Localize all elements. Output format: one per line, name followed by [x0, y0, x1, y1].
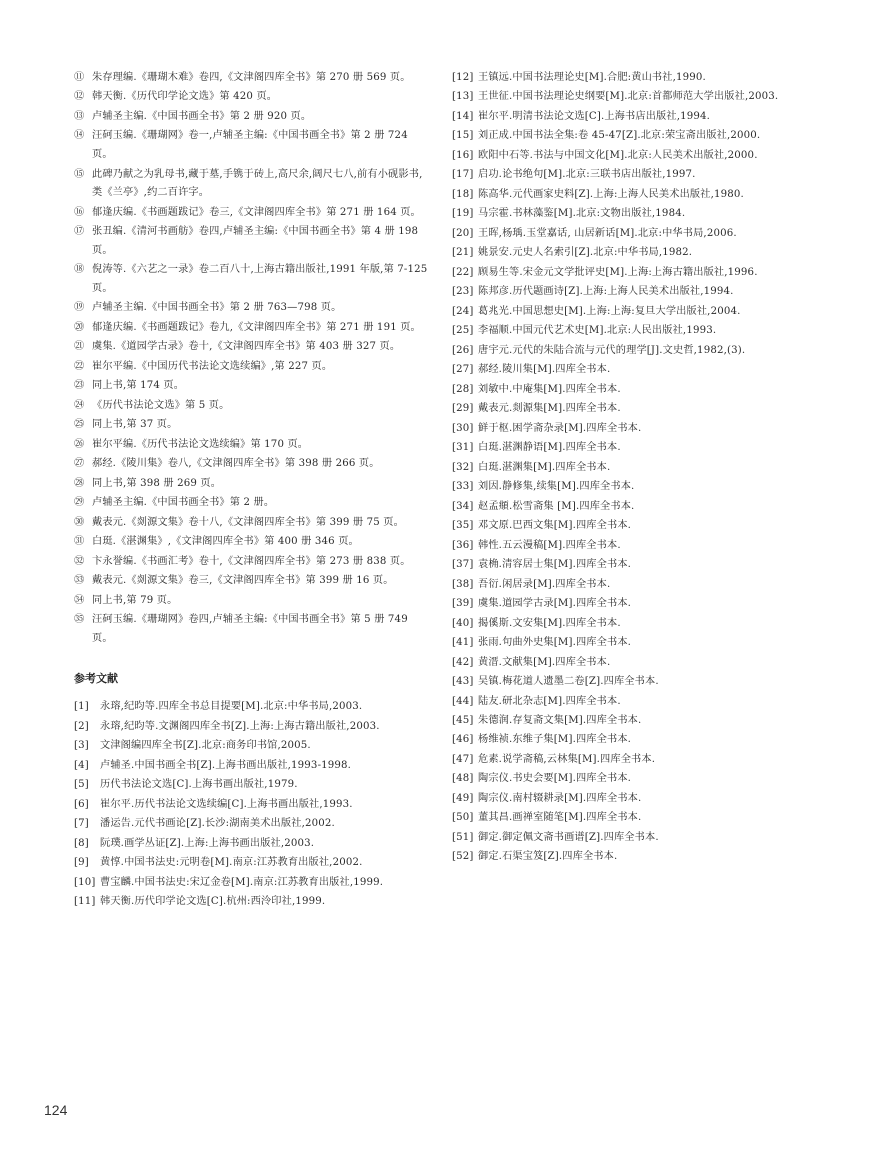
reference-number: [12]	[452, 72, 474, 83]
reference-entry	[452, 322, 802, 341]
note-text: 同上书,第 398 册 269 页。	[92, 477, 222, 489]
reference-number: [34]	[452, 500, 474, 512]
page-number: 124	[44, 1102, 68, 1118]
reference-entry	[452, 790, 802, 809]
reference-text: 赵孟頫.松雪斋集 [M].四库全书本.	[478, 500, 635, 512]
note-text: 汪砢玉编.《珊瑚网》卷一,卢辅圣主编:《中国书画全书》第 2 册 724 页。	[92, 130, 408, 161]
reference-entry	[452, 342, 802, 361]
reference-text: 白珽.湛渊静语[M].四库全书本.	[478, 442, 621, 454]
note-text: 卢辅圣主编.《中国书画全书》第 2 册。	[92, 497, 275, 509]
reference-number: [21]	[452, 247, 474, 259]
reference-entry	[452, 517, 802, 536]
note-text: 同上书,第 37 页。	[92, 419, 178, 431]
note-entry	[74, 69, 428, 88]
note-text: 崔尔平编.《中国历代书法论文选续编》,第 227 页。	[92, 360, 333, 372]
reference-text: 崔尔平.历代书法论文选续编[C].上海书画出版社,1993.	[100, 798, 353, 810]
references-list-left	[74, 698, 428, 911]
reference-entry	[452, 556, 802, 575]
reference-entry	[452, 615, 802, 634]
reference-number: [19]	[452, 208, 474, 220]
reference-number: [32]	[452, 461, 474, 473]
note-number: ㉓	[74, 380, 85, 392]
note-number: ㉛	[74, 536, 85, 548]
note-number: ㉙	[74, 497, 85, 509]
reference-text: 李福顺.中国元代艺术史[M].北京:人民出版社,1993.	[478, 325, 717, 337]
reference-entry	[452, 770, 802, 789]
reference-number: [5]	[74, 779, 89, 791]
reference-text: 王晖,杨瑀.玉堂嘉话, 山居新话[M].北京:中华书局,2006.	[478, 227, 737, 239]
reference-number: [51]	[452, 831, 474, 843]
reference-entry	[74, 835, 428, 854]
note-entry	[74, 494, 428, 513]
reference-text: 黄惇.中国书法史:元明卷[M].南京:江苏教育出版社,2002.	[100, 857, 363, 869]
reference-number: [35]	[452, 520, 474, 532]
note-entry	[74, 533, 428, 552]
reference-text: 启功.论书绝句[M].北京:三联书店出版社,1997.	[478, 169, 696, 181]
reference-number: [44]	[452, 695, 474, 707]
reference-text: 陈邦彦.历代题画诗[Z].上海:上海人民美术出版社,1994.	[478, 286, 734, 298]
note-number: ⑫	[74, 91, 85, 103]
reference-entry	[74, 796, 428, 815]
reference-number: [29]	[452, 403, 474, 415]
note-entry	[74, 397, 428, 416]
note-number: ㉜	[74, 555, 85, 567]
note-entry	[74, 166, 428, 203]
reference-entry	[74, 737, 428, 756]
reference-entry	[452, 829, 802, 848]
reference-entry	[452, 283, 802, 302]
reference-text: 御定.御定佩文斋书画谱[Z].四库全书本.	[478, 831, 659, 843]
reference-entry	[452, 69, 802, 88]
reference-number: [13]	[452, 91, 474, 103]
reference-text: 戴表元.剡源集[M].四库全书本.	[478, 403, 621, 415]
reference-text: 王世征.中国书法理论史纲要[M].北京:首都师范大学出版社,2003.	[478, 91, 779, 103]
reference-entry	[74, 776, 428, 795]
note-number: ⑮	[74, 168, 85, 180]
note-text: 虞集.《道园学古录》卷十,《文津阁四库全书》第 403 册 327 页。	[92, 341, 401, 353]
reference-text: 卢辅圣.中国书画全书[Z].上海书画出版社,1993-1998.	[100, 759, 352, 771]
reference-text: 永瑢,纪昀等.文渊阁四库全书[Z].上海:上海古籍出版社,2003.	[100, 720, 380, 732]
reference-entry	[452, 595, 802, 614]
note-entry	[74, 261, 428, 298]
note-number: ⑱	[74, 264, 85, 276]
reference-entry	[452, 731, 802, 750]
reference-number: [17]	[452, 169, 474, 181]
reference-number: [45]	[452, 714, 474, 726]
reference-number: [43]	[452, 676, 474, 688]
left-column	[74, 69, 428, 913]
reference-text: 吾衍.闲居录[M].四库全书本.	[478, 578, 611, 590]
reference-text: 朱德润.存复斋文集[M].四库全书本.	[478, 714, 642, 726]
note-text: 戴表元.《剡源文集》卷三,《文津阁四库全书》第 399 册 16 页。	[92, 575, 394, 587]
reference-text: 阮璞.画学丛证[Z].上海:上海书画出版社,2003.	[100, 837, 315, 849]
note-text: 郁逢庆编.《书画题跋记》卷三,《文津阁四库全书》第 271 册 164 页。	[92, 206, 421, 218]
note-entry	[74, 88, 428, 107]
reference-entry	[452, 848, 802, 867]
reference-text: 袁桷.清容居士集[M].四库全书本.	[478, 559, 632, 571]
reference-number: [14]	[452, 110, 474, 122]
reference-text: 马宗霍.书林藻鉴[M].北京:文物出版社,1984.	[478, 208, 686, 220]
reference-text: 揭傒斯.文安集[M].四库全书本.	[478, 617, 621, 629]
reference-number: [20]	[452, 227, 474, 239]
note-entry	[74, 127, 428, 164]
note-number: ㉝	[74, 575, 85, 587]
reference-text: 白珽.湛渊集[M].四库全书本.	[478, 461, 611, 473]
reference-entry	[452, 381, 802, 400]
reference-entry	[74, 815, 428, 834]
reference-number: [3]	[74, 740, 89, 752]
note-entry	[74, 553, 428, 572]
reference-number: [36]	[452, 539, 474, 551]
reference-entry	[452, 400, 802, 419]
reference-text: 郝经.陵川集[M].四库全书本.	[478, 364, 611, 376]
reference-entry	[452, 420, 802, 439]
note-text: 此碑乃献之为乳母书,藏于墓,手镌于砖上,高尺余,阔尺七八,前有小砚影书,类《兰亭》,约二百许字。	[92, 168, 423, 199]
reference-text: 虞集.道园学古录[M].四库全书本.	[478, 598, 632, 610]
reference-text: 潘运告.元代书画论[Z].长沙:湖南美术出版社,2002.	[100, 818, 335, 830]
reference-entry	[452, 459, 802, 478]
reference-entry	[452, 244, 802, 263]
reference-text: 韩天衡.历代印学论文选[C].杭州:西泠印社,1999.	[100, 896, 326, 908]
reference-text: 黄溍.文献集[M].四库全书本.	[478, 656, 611, 668]
reference-number: [7]	[74, 818, 89, 830]
reference-entry	[452, 264, 802, 283]
note-entry	[74, 377, 428, 396]
note-entry	[74, 436, 428, 455]
references-heading: 参考文献	[74, 672, 118, 686]
reference-text: 刘敏中.中庵集[M].四库全书本.	[478, 383, 621, 395]
reference-entry	[452, 108, 802, 127]
reference-number: [25]	[452, 325, 474, 337]
reference-entry	[452, 751, 802, 770]
reference-entry	[74, 718, 428, 737]
reference-entry	[452, 498, 802, 517]
reference-number: [49]	[452, 792, 474, 804]
reference-text: 陶宗仪.南村辍耕录[M].四库全书本.	[478, 792, 642, 804]
reference-text: 杨维祯.东维子集[M].四库全书本.	[478, 734, 632, 746]
reference-number: [4]	[74, 759, 89, 771]
reference-number: [11]	[74, 896, 96, 908]
reference-text: 危素.说学斋稿,云林集[M].四库全书本.	[478, 753, 656, 765]
note-text: 《历代书法论文选》第 5 页。	[92, 399, 230, 411]
reference-text: 邓文原.巴西文集[M].四库全书本.	[478, 520, 632, 532]
note-number: ㉑	[74, 341, 85, 353]
note-text: 卢辅圣主编.《中国书画全书》第 2 册 763—798 页。	[92, 302, 342, 314]
reference-text: 张雨.句曲外史集[M].四库全书本.	[478, 637, 632, 649]
note-number: ㉕	[74, 419, 85, 431]
reference-number: [47]	[452, 753, 474, 765]
note-text: 韩天衡.《历代印学论文选》第 420 页。	[92, 91, 278, 103]
reference-entry	[452, 361, 802, 380]
note-text: 崔尔平编.《历代书法论文选续编》第 170 页。	[92, 438, 309, 450]
reference-text: 陈高华.元代画家史料[Z].上海:上海人民美术出版社,1980.	[478, 188, 744, 200]
reference-number: [42]	[452, 656, 474, 668]
reference-text: 董其昌.画禅室随笔[M].四库全书本.	[478, 812, 642, 824]
note-entry	[74, 455, 428, 474]
note-entry	[74, 416, 428, 435]
reference-entry	[74, 698, 428, 717]
reference-number: [48]	[452, 773, 474, 785]
reference-number: [23]	[452, 286, 474, 298]
reference-number: [46]	[452, 734, 474, 746]
reference-entry	[452, 303, 802, 322]
note-number: ㉘	[74, 477, 85, 489]
reference-number: [50]	[452, 812, 474, 824]
note-number: ㉟	[74, 614, 85, 625]
reference-entry	[74, 874, 428, 893]
reference-text: 刘因.静修集,续集[M].四库全书本.	[478, 481, 635, 493]
reference-entry	[452, 634, 802, 653]
reference-text: 顾易生等.宋金元文学批评史[M].上海:上海古籍出版社,1996.	[478, 266, 758, 278]
reference-entry	[452, 693, 802, 712]
note-number: ⑭	[74, 130, 85, 142]
note-number: ㉔	[74, 399, 85, 411]
note-entry	[74, 592, 428, 611]
note-entry	[74, 223, 428, 260]
reference-text: 刘正成.中国书法全集:卷 45-47[Z].北京:荣宝斋出版社,2000.	[478, 130, 761, 142]
reference-number: [33]	[452, 481, 474, 493]
reference-number: [8]	[74, 837, 89, 849]
note-text: 郝经.《陵川集》卷八,《文津阁四库全书》第 398 册 266 页。	[92, 458, 380, 470]
reference-text: 陆友.研北杂志[M].四库全书本.	[478, 695, 621, 707]
reference-entry	[452, 225, 802, 244]
reference-number: [39]	[452, 598, 474, 610]
note-entry	[74, 204, 428, 223]
reference-number: [2]	[74, 720, 89, 732]
reference-text: 姚景安.元史人名索引[Z].北京:中华书局,1982.	[478, 247, 693, 259]
reference-number: [18]	[452, 188, 474, 200]
reference-text: 鲜于枢.困学斋杂录[M].四库全书本.	[478, 422, 642, 434]
note-entry	[74, 338, 428, 357]
right-column	[452, 69, 802, 868]
reference-entry	[452, 166, 802, 185]
reference-text: 陶宗仪.书史会要[M].四库全书本.	[478, 773, 632, 785]
reference-number: [27]	[452, 364, 474, 376]
note-text: 卞永誉编.《书画汇考》卷十,《文津阁四库全书》第 273 册 838 页。	[92, 555, 411, 567]
note-text: 卢辅圣主编.《中国书画全书》第 2 册 920 页。	[92, 110, 312, 122]
reference-number: [15]	[452, 130, 474, 142]
note-entry	[74, 514, 428, 533]
note-number: ⑬	[74, 110, 85, 122]
note-entry	[74, 299, 428, 318]
note-text: 同上书,第 174 页。	[92, 380, 185, 392]
reference-entry	[452, 673, 802, 692]
reference-text: 文津阁编四库全书[Z].北京:商务印书馆,2005.	[100, 740, 311, 752]
reference-text: 曹宝麟.中国书法史:宋辽金卷[M].南京:江苏教育出版社,1999.	[100, 876, 384, 888]
reference-number: [6]	[74, 798, 89, 810]
reference-entry	[452, 576, 802, 595]
note-text: 戴表元.《剡源文集》卷十八,《文津阁四库全书》第 399 册 75 页。	[92, 516, 404, 528]
reference-entry	[452, 88, 802, 107]
reference-entry	[452, 654, 802, 673]
reference-entry	[452, 478, 802, 497]
reference-number: [10]	[74, 876, 96, 888]
reference-entry	[452, 147, 802, 166]
note-number: ㉞	[74, 594, 85, 606]
reference-number: [37]	[452, 559, 474, 571]
reference-number: [40]	[452, 617, 474, 629]
note-entry	[74, 319, 428, 338]
note-number: ㉒	[74, 360, 85, 372]
reference-text: 欧阳中石等.书法与中国文化[M].北京:人民美术出版社,2000.	[478, 149, 758, 161]
reference-text: 永瑢,纪昀等.四库全书总目提要[M].北京:中华书局,2003.	[100, 701, 363, 713]
note-entry	[74, 572, 428, 591]
reference-entry	[452, 439, 802, 458]
note-text: 张丑编.《清河书画舫》卷四,卢辅圣主编:《中国书画全书》第 4 册 198 页。	[92, 226, 419, 256]
reference-entry	[452, 537, 802, 556]
reference-entry	[74, 893, 428, 912]
note-text: 白珽.《湛渊集》,《文津阁四库全书》第 400 册 346 页。	[92, 536, 359, 548]
note-number: ㉗	[74, 458, 85, 470]
reference-text: 韩性.五云漫稿[M].四库全书本.	[478, 539, 621, 551]
note-text: 同上书,第 79 页。	[92, 594, 178, 606]
reference-number: [24]	[452, 305, 474, 317]
reference-number: [9]	[74, 857, 89, 869]
reference-number: [52]	[452, 851, 474, 863]
reference-number: [16]	[452, 149, 474, 161]
note-number: ⑯	[74, 206, 85, 218]
note-entry	[74, 358, 428, 377]
reference-entry	[452, 809, 802, 828]
reference-text: 王镇远.中国书法理论史[M].合肥:黄山书社,1990.	[478, 72, 706, 83]
note-entry	[74, 108, 428, 127]
reference-text: 历代书法论文选[C].上海书画出版社,1979.	[100, 779, 298, 791]
note-text: 汪砢玉编.《珊瑚网》卷四,卢辅圣主编:《中国书画全书》第 5 册 749 页。	[92, 614, 408, 644]
notes-list	[74, 69, 428, 648]
reference-text: 御定.石渠宝笈[Z].四库全书本.	[478, 851, 618, 863]
reference-text: 唐宇元.元代的朱陆合流与元代的理学[J].文史哲,1982,(3).	[478, 344, 746, 356]
reference-text: 崔尔平.明清书法论文选[C].上海书店出版社,1994.	[478, 110, 711, 122]
note-entry	[74, 475, 428, 494]
note-number: ㉚	[74, 516, 85, 528]
references-list-right	[452, 69, 802, 867]
reference-entry	[452, 127, 802, 146]
note-number: ⑲	[74, 302, 85, 314]
note-number: ⑪	[74, 72, 85, 83]
reference-number: [26]	[452, 344, 474, 356]
reference-number: [30]	[452, 422, 474, 434]
reference-number: [31]	[452, 442, 474, 454]
note-text: 郁逢庆编.《书画题跋记》卷九,《文津阁四库全书》第 271 册 191 页。	[92, 321, 421, 333]
reference-number: [38]	[452, 578, 474, 590]
note-entry	[74, 611, 428, 648]
reference-number: [41]	[452, 637, 474, 649]
reference-number: [22]	[452, 266, 474, 278]
reference-text: 葛兆光.中国思想史[M].上海:上海:复旦大学出版社,2004.	[478, 305, 741, 317]
reference-number: [28]	[452, 383, 474, 395]
note-text: 朱存理编.《珊瑚木难》卷四,《文津阁四库全书》第 270 册 569 页。	[92, 72, 411, 83]
note-number: ⑳	[74, 321, 85, 333]
reference-entry	[452, 712, 802, 731]
reference-entry	[452, 205, 802, 224]
reference-entry	[452, 186, 802, 205]
reference-number: [1]	[74, 701, 89, 713]
note-number: ㉖	[74, 438, 85, 450]
note-text: 倪涛等.《六艺之一录》卷二百八十,上海古籍出版社,1991 年版,第 7-125 页。	[92, 264, 428, 294]
reference-entry	[74, 757, 428, 776]
note-number: ⑰	[74, 226, 85, 238]
reference-entry	[74, 854, 428, 873]
reference-text: 吴镇.梅花道人遗墨二卷[Z].四库全书本.	[478, 676, 659, 688]
